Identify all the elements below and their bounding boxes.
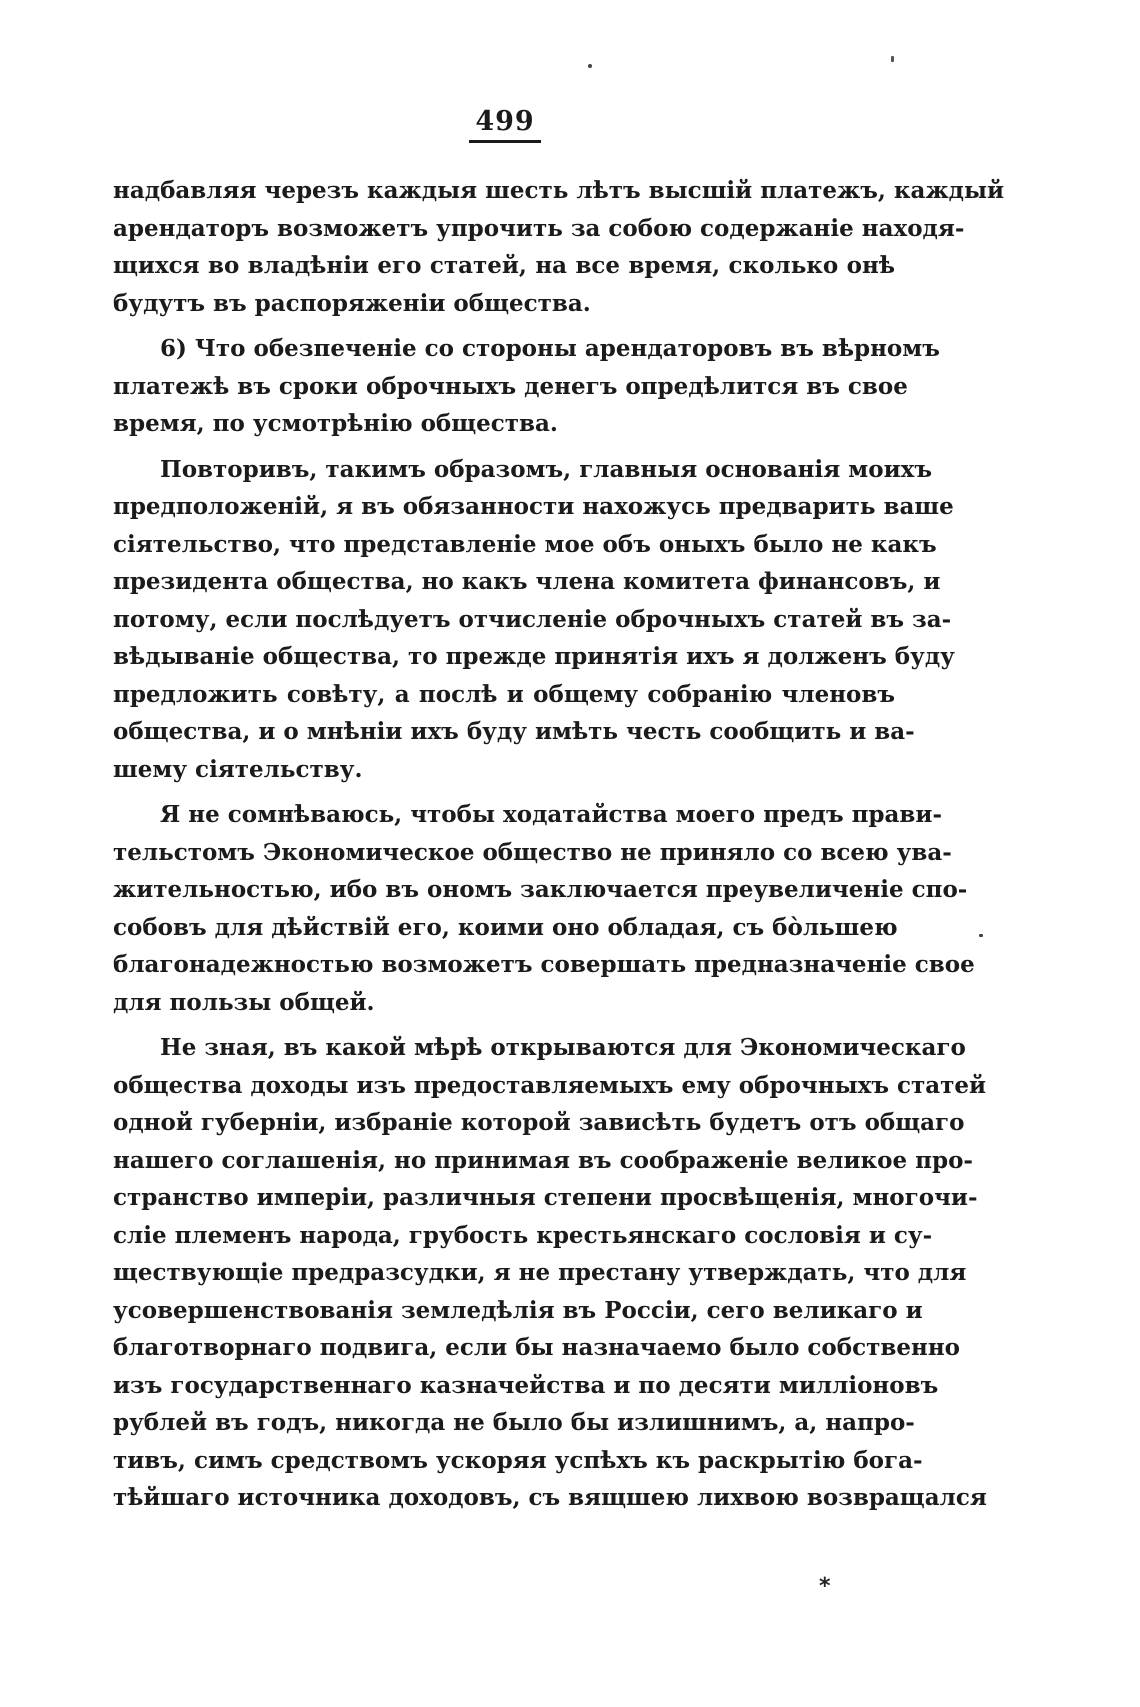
- page-number-header: [455, 106, 555, 143]
- text-line: тивъ, симъ средствомъ ускоряя успѣхъ къ раскрытію бога-: [113, 1446, 923, 1474]
- text-line: 6) Что обезпеченіе со стороны арендаторовъ въ вѣрномъ: [160, 335, 940, 362]
- text-line: изъ государственнаго казначейства и по десяти милліоновъ: [113, 1371, 939, 1399]
- paragraph: [113, 172, 1005, 322]
- text-line: Повторивъ, такимъ образомъ, главныя основанія моихъ: [160, 455, 932, 483]
- text-line: собовъ для дѣйствій его, коими оно обладая, съ бо̀льшею: [113, 913, 898, 941]
- text-line: нашего соглашенія, но принимая въ соображеніе великое про-: [113, 1146, 973, 1174]
- text-line: для пользы общей.: [113, 988, 375, 1016]
- text-line: предложить совѣту, а послѣ и общему собранію членовъ: [113, 680, 895, 708]
- text-line: сліе племенъ народа, грубость крестьянскаго сословія и су-: [113, 1221, 933, 1249]
- text-line: благотворнаго подвига, если бы назначаемо было собственно: [113, 1334, 960, 1361]
- text-line: общества доходы изъ предоставляемыхъ ему оброчныхъ статей: [113, 1071, 987, 1099]
- text-line: благонадежностью возможетъ совершать предназначеніе свое: [113, 951, 975, 978]
- text-line: Не зная, въ какой мѣрѣ открываются для Экономическаго: [160, 1034, 966, 1061]
- body-text: [113, 172, 1005, 1525]
- text-line: президента общества, но какъ члена комитета финансовъ, и: [113, 568, 941, 595]
- text-line: странство имперіи, различныя степени просвѣщенія, многочи-: [113, 1184, 978, 1211]
- text-line: шему сіятельству.: [113, 755, 363, 783]
- text-line: вѣдываніе общества, то прежде принятія ихъ я долженъ буду: [113, 643, 955, 670]
- paragraph: [113, 330, 940, 443]
- scan-speck: [588, 64, 592, 68]
- text-line: рублей въ годъ, никогда не было бы излишнимъ, а, напро-: [113, 1409, 915, 1436]
- text-line: ществующіе предразсудки, я не престану утверждать, что для: [113, 1259, 967, 1286]
- paragraph: [113, 1029, 987, 1517]
- text-line: Я не сомнѣваюсь, чтобы ходатайства моего предъ прави-: [160, 801, 942, 828]
- signature-mark: *: [819, 1574, 831, 1599]
- text-line: платежѣ въ сроки оброчныхъ денегъ опредѣлится въ свое: [113, 372, 908, 400]
- text-line: потому, если послѣдуетъ отчисленіе оброчныхъ статей въ за-: [113, 605, 952, 633]
- text-line: усовершенствованія земледѣлія въ Россіи, сего великаго и: [113, 1296, 923, 1324]
- text-line: надбавляя черезъ каждыя шесть лѣтъ высшій платежъ, каждый: [113, 177, 1005, 204]
- paragraph: [113, 451, 955, 789]
- text-line: одной губерніи, избраніе которой зависѣть будетъ отъ общаго: [113, 1109, 965, 1136]
- page-number: 499: [469, 106, 540, 143]
- text-line: время, по усмотрѣнію общества.: [113, 410, 558, 437]
- text-line: сіятельство, что представленіе мое объ оныхъ было не какъ: [113, 530, 937, 558]
- text-line: арендаторъ возможетъ упрочить за собою содержаніе находя-: [113, 214, 965, 242]
- scan-speck: [891, 56, 894, 62]
- text-line: общества, и о мнѣніи ихъ буду имѣть честь сообщить и ва-: [113, 718, 915, 745]
- text-line: тѣйшаго источника доходовъ, съ вящшею лихвою возвращался: [113, 1484, 987, 1511]
- scan-speck: [979, 934, 983, 937]
- paragraph: [113, 796, 975, 1021]
- text-line: предположеній, я въ обязанности нахожусь предварить ваше: [113, 493, 954, 520]
- text-line: щихся во владѣніи его статей, на все время, сколько онѣ: [113, 252, 895, 279]
- text-line: жительностью, ибо въ ономъ заключается преувеличеніе спо-: [113, 876, 968, 903]
- text-line: тельстомъ Экономическое общество не приняло со всею ува-: [113, 838, 952, 866]
- text-line: будутъ въ распоряженіи общества.: [113, 289, 591, 317]
